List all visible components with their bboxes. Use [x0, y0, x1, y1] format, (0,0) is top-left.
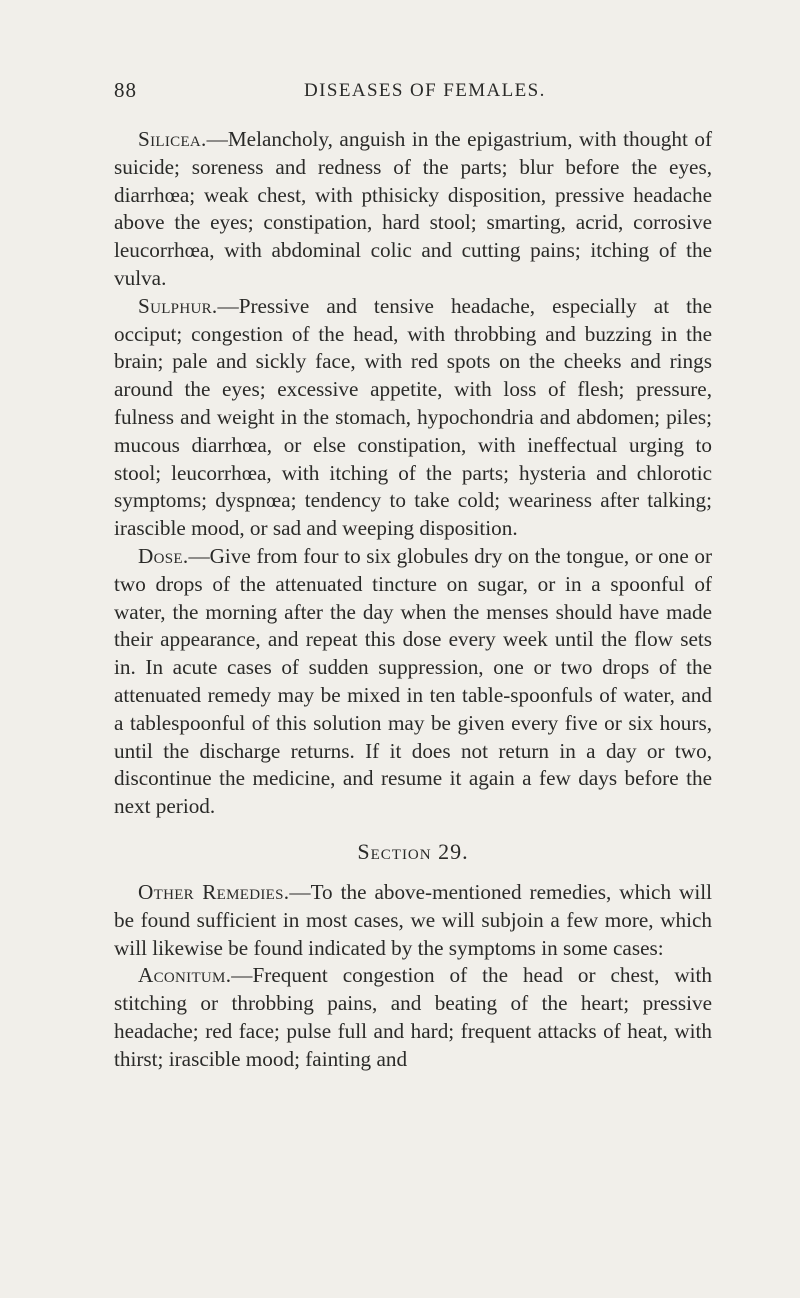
running-title: DISEASES OF FEMALES. — [304, 80, 546, 101]
remedy-name: Silicea. — [138, 127, 207, 151]
paragraph-other-remedies — [114, 879, 712, 962]
dose-label: Dose. — [138, 543, 189, 568]
paragraph-text: —Give from four to six globules dry on the tongue, or one or two drops of the attenuated tincture on sugar, or in a spoonful of water, the morning after the day when the menses should have made their appearance, and repeat this dose every week until the flow sets in. In acute cases of sudden suppression, one or two drops of the attenuated remedy may be mixed in ten table-spoonfuls of water, and a tablespoonful of this solution may be given every five or six hours, until the discharge returns. If it does not return in a day or two, discontinue the medicine, and resume it again a few days before the next period. — [114, 543, 712, 819]
paragraph-aconitum — [114, 962, 712, 1073]
paragraph-dose — [114, 543, 712, 821]
paragraph-sulphur — [114, 293, 712, 543]
paragraph-text: —Pressive and tensive headache, especially at the occiput; congestion of the head, with throbbing and buzzing in the brain; pale and sickly face, with red spots on the cheeks and rings around the eyes; excessive appetite, with loss of flesh; pressure, fulness and weight in the stomach, hypochondria and abdomen; piles; mucous diarrhœa, or else constipation, with ineffectual urging to stool; leucorrhœa, with itching of the parts; hysteria and chlorotic symptoms; dyspnœa; tendency to take cold; weariness after talking; irascible mood, or sad and weeping disposition. — [114, 293, 712, 541]
remedy-name: Sulphur. — [138, 293, 218, 318]
paragraph-silicea — [114, 126, 712, 293]
paragraph-text: —Melancholy, anguish in the epigastrium, with thought of suicide; soreness and redness of the parts; blur before the eyes, diarrhœa; weak chest, with pthisicky disposition, pressive headache above the eyes; constipation, hard stool; smarting, acrid, corrosive leucorrhœa, with abdominal colic and cutting pains; itching of the vulva. — [114, 127, 712, 290]
paragraph-text: —Frequent congestion of the head or chest, with stitching or throbbing pains, and beating of the heart; pressive headache; red face; pulse full and hard; frequent attacks of heat, with thirst; irascible mood; fainting and — [114, 963, 712, 1071]
remedy-name: Aconitum. — [138, 963, 232, 988]
section-heading: Section 29. — [357, 838, 469, 864]
paragraph-text: —To the above-mentioned remedies, which will be found sufficient in most cases, we will subjoin a few more, which will likewise be found indicated by the symptoms in some cases: — [114, 879, 712, 960]
running-head — [114, 78, 712, 110]
page-number: 88 — [114, 78, 137, 102]
subsection-label: Other Remedies. — [138, 879, 290, 904]
